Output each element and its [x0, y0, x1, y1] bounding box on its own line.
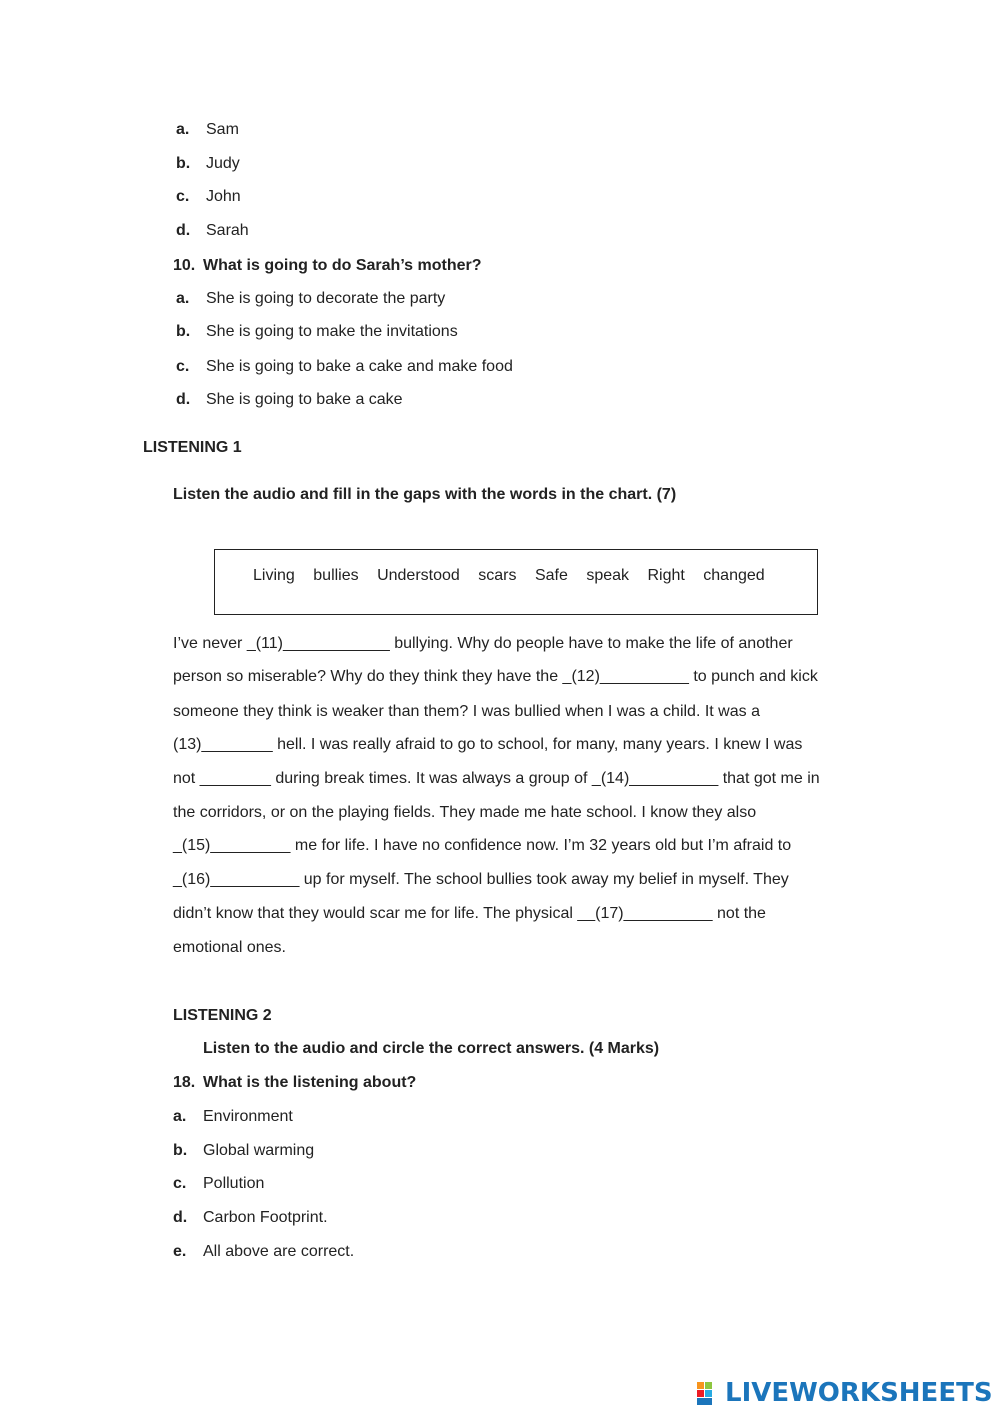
word-bank-item: changed [703, 567, 765, 584]
q18-option-c[interactable]: c. Pollution [173, 1175, 265, 1192]
q18-option-d[interactable]: d. Carbon Footprint. [173, 1209, 328, 1226]
paragraph-line: the corridors, or on the playing fields. They made me hate school. I know they also [173, 804, 757, 821]
word-bank-item: Understood [377, 567, 460, 584]
listening2-heading: LISTENING 2 [173, 1007, 272, 1024]
paragraph-line: someone they think is weaker than them? I was bullied when I was a child. It was a [173, 703, 760, 720]
paragraph-line: emotional ones. [173, 939, 286, 956]
q9-option-c[interactable]: c. John [176, 188, 241, 205]
q10-option-b[interactable]: b. She is going to make the invitations [176, 323, 458, 340]
word-bank-item: bullies [313, 567, 359, 584]
q10-option-d[interactable]: d. She is going to bake a cake [176, 391, 403, 408]
q18-question: 18. What is the listening about? [173, 1074, 417, 1091]
paragraph-line: not ________ during break times. It was always a group of _(14)__________ that got me in [173, 770, 820, 787]
q9-option-b[interactable]: b. Judy [176, 155, 240, 172]
q18-option-b[interactable]: b. Global warming [173, 1142, 315, 1159]
paragraph-line: didn’t know that they would scar me for life. The physical __(17)__________ not the [173, 905, 766, 922]
q9-option-d[interactable]: d. Sarah [176, 222, 249, 239]
word-bank-item: Right [647, 567, 685, 584]
q18-option-e[interactable]: e. All above are correct. [173, 1243, 355, 1260]
word-bank-item: Safe [534, 567, 568, 584]
listening1-heading: LISTENING 1 [143, 439, 242, 456]
liveworksheets-logo-icon [697, 1382, 721, 1406]
paragraph-line: _(15)_________ me for life. I have no confidence now. I’m 32 years old but I’m afraid to [173, 837, 792, 854]
q10-option-a[interactable]: a. She is going to decorate the party [176, 290, 446, 307]
word-bank-item: speak [586, 567, 630, 584]
q10-question: 10. What is going to do Sarah’s mother? [173, 257, 482, 274]
q10-option-c[interactable]: c. She is going to bake a cake and make food [176, 358, 513, 375]
paragraph-line: (13)________ hell. I was really afraid to go to school, for many, many years. I knew I was [173, 736, 803, 753]
listening1-instruction: Listen the audio and fill in the gaps with the words in the chart. (7) [173, 486, 677, 503]
word-bank [253, 567, 779, 585]
word-bank-box [214, 549, 818, 615]
logo-text: LIVEWORKSHEETS [725, 1378, 993, 1408]
paragraph-line: I’ve never _(11)____________ bullying. Why do people have to make the life of another [173, 635, 793, 652]
q18-option-a[interactable]: a. Environment [173, 1108, 293, 1125]
word-bank-item: Living [253, 567, 295, 584]
q9-option-a[interactable]: a. Sam [176, 121, 239, 138]
paragraph-line: person so miserable? Why do they think they have the _(12)__________ to punch and kick [173, 668, 818, 685]
word-bank-item: scars [478, 567, 517, 584]
paragraph-line: _(16)__________ up for myself. The school bullies took away my belief in myself. They [173, 871, 789, 888]
listening2-instruction: Listen to the audio and circle the correct answers. (4 Marks) [203, 1040, 660, 1057]
